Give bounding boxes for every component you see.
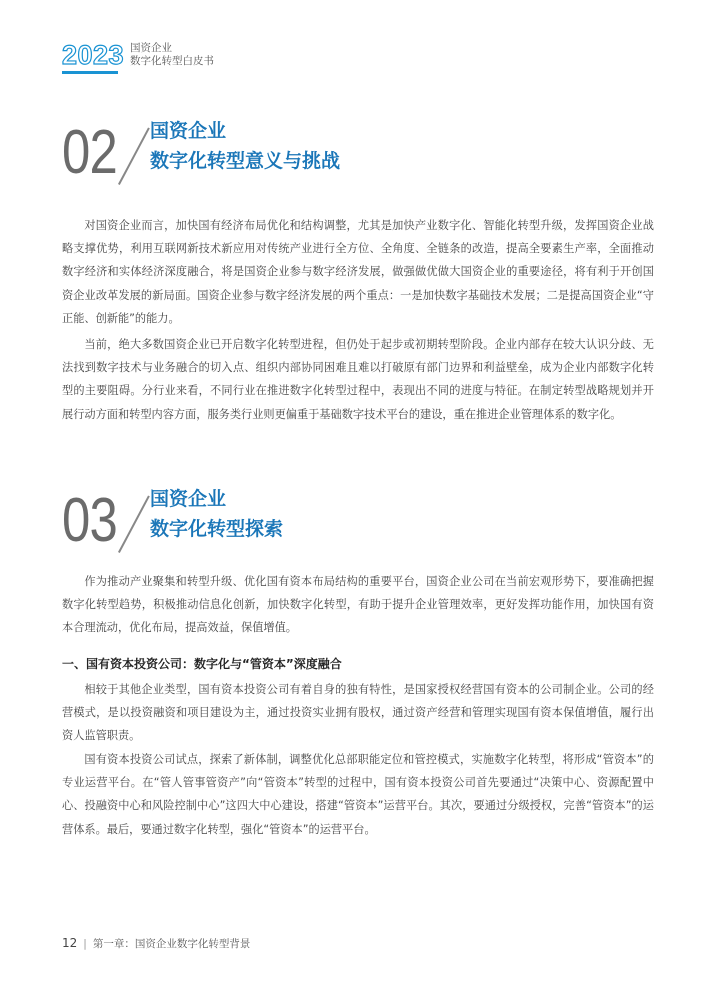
header-title-line2: 数字化转型白皮书 [130, 55, 214, 67]
header-title-line1: 国资企业 [130, 42, 172, 54]
header-year-underline [62, 71, 118, 74]
page-number: 12 [62, 936, 78, 950]
section-02-slash [118, 127, 150, 184]
section-03-subheading: 一、国有资本投资公司：数字化与“管资本”深度融合 [62, 657, 342, 671]
header-title [130, 42, 214, 68]
section-03-paragraph-2: 国有资本投资公司试点，探索了新体制，调整优化总部职能定位和管控模式，实施数字化转型，将形成“管资本”的专业运营平台。在“管人管事管资产”向“管资本”转型的过程中，国有资本投资公司首先要通过“决策中心、资源配置中心、投融资中心和风险控制中心”这四大中心建设，搭建“管资本”运营平台。其次，要通过分级授权，完善“管资本”的运营体系。最后，要通过数字化转型，强化“管资本”的运营平台。 [62, 753, 654, 836]
section-02-title-line1: 国资企业 [150, 120, 227, 142]
section-02-title [150, 116, 340, 176]
section-03-slash [118, 495, 150, 552]
section-03-intro: 作为推动产业聚集和转型升级、优化国有资本布局结构的重要平台，国资企业公司在当前宏观形势下，要准确把握数字化转型趋势，积极推动信息化创新，加快数字化转型，有助于提升企业管理效率，更好发挥功能作用，加快国有资本合理流动，优化布局，提高效益，保值增值。 [62, 575, 654, 635]
section-02-paragraph-1: 对国资企业而言，加快国有经济布局优化和结构调整，尤其是加快产业数字化、智能化转型升级，发挥国资企业战略支撑优势，利用互联网新技术新应用对传统产业进行全方位、全角度、全链条的改造，提高全要素生产率，全面推动数字经济和实体经济深度融合，将是国资企业参与数字经济发展，做强做优做大国资企业的重要途径，将有利于开创国资企业改革发展的新局面。国资企业参与数字经济发展的两个重点：一是加快数字基础技术发展；二是提高国资企业“守正能、创新能”的能力。 [62, 219, 654, 325]
section-03-number: 03 [62, 486, 117, 555]
section-03-title-line2: 数字化转型探索 [150, 518, 284, 540]
footer-separator: | [83, 938, 87, 950]
header-year: 2023 [62, 40, 125, 70]
section-02-paragraph-2: 当前，绝大多数国资企业已开启数字化转型进程，但仍处于起步或初期转型阶段。企业内部存在较大认识分歧、无法找到数字技术与业务融合的切入点、组织内部协同困难且难以打破原有部门边界和利益壁垒，成为企业内部数字化转型的主要阻碍。分行业来看，不同行业在推进数字化转型过程中，表现出不同的进度与特征。在制定转型战略规划并开展行动方面和转型内容方面，服务类行业则更偏重于基础数字技术平台的建设，重在推进企业管理体系的数字化。 [62, 338, 654, 421]
footer-chapter: 第一章：国资企业数字化转型背景 [92, 938, 251, 950]
section-03-title [150, 484, 283, 544]
section-03-title-line1: 国资企业 [150, 488, 227, 510]
page-footer [62, 936, 250, 951]
section-02-number: 02 [62, 118, 117, 187]
section-03-paragraph-1: 相较于其他企业类型，国有资本投资公司有着自身的独有特性，是国家授权经营国有资本的公司制企业。公司的经营模式，是以投资融资和项目建设为主，通过投资实业拥有股权，通过资产经营和管理实现国有资本保值增值，履行出资人监管职责。 [62, 683, 654, 743]
section-02-title-line2: 数字化转型意义与挑战 [150, 150, 341, 172]
